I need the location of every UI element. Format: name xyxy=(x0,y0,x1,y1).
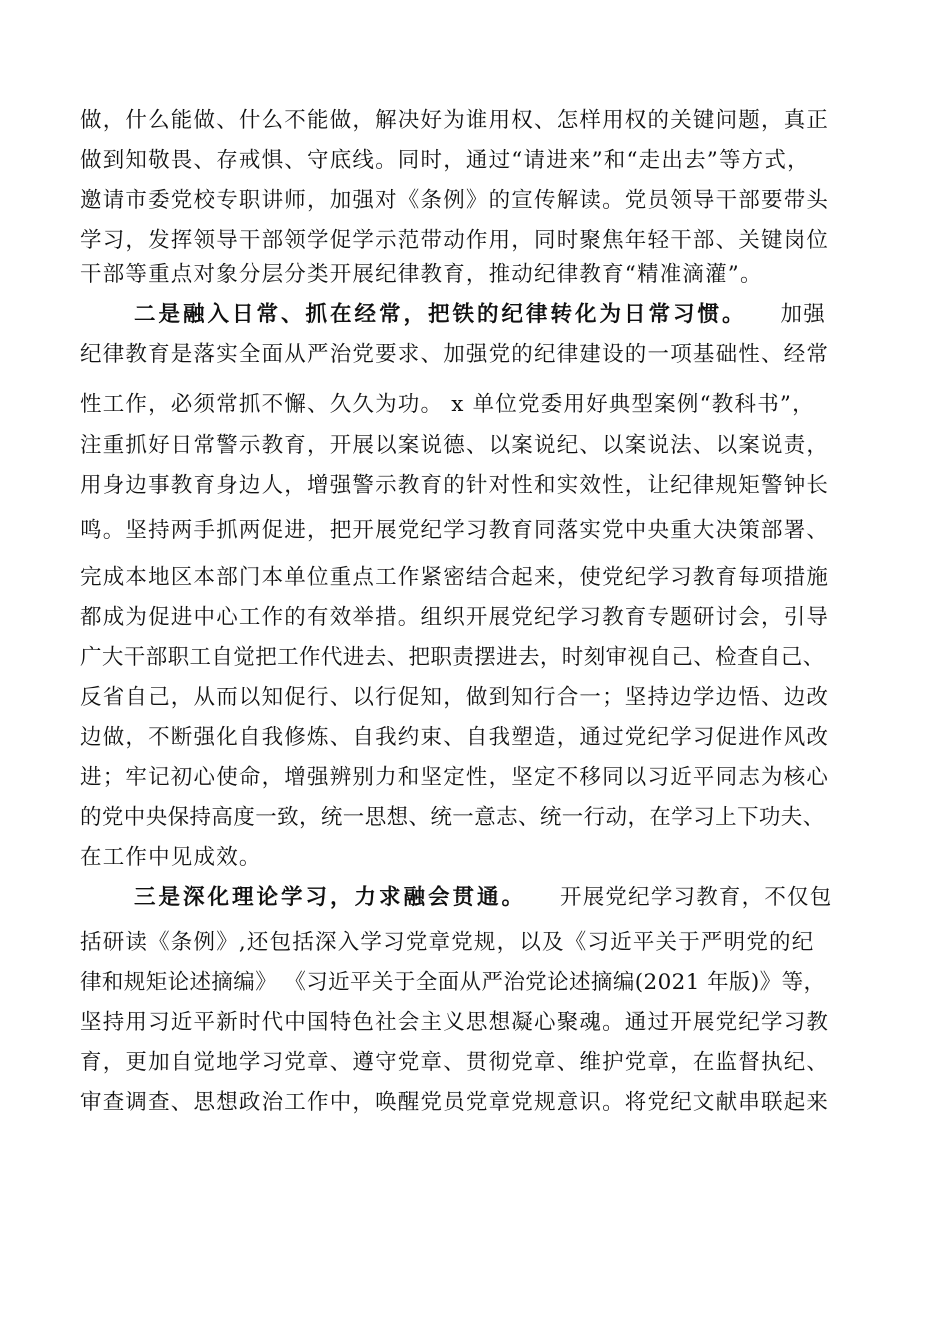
text-line: 坚持用习近平新时代中国特色社会主义思想凝心聚魂。通过开展党纪学习教 xyxy=(80,1010,830,1035)
section-heading: 三是深化理论学习，力求融会贯通。 xyxy=(134,885,527,910)
section-heading: 二是融入日常、抓在经常，把铁的纪律转化为日常习惯。 xyxy=(134,302,747,327)
paragraph-first-line xyxy=(134,884,894,912)
text-line: 广大干部职工自觉把工作代进去、把职责摆进去，时刻审视自己、检查自己、 xyxy=(80,645,825,670)
text-line: 做，什么能做、什么不能做，解决好为谁用权、怎样用权的关键问题，真正 xyxy=(80,108,830,133)
text-line: 纪律教育是落实全面从严治党要求、加强党的纪律建设的一项基础性、经常 xyxy=(80,342,830,367)
text-line: 鸣。坚持两手抓两促进，把开展党纪学习教育同落实党中央重大决策部署、 xyxy=(80,518,830,543)
text-line: 反省自己，从而以知促行、以行促知，做到知行合一；坚持边学边悟、边改 xyxy=(80,685,830,710)
text-line: 都成为促进中心工作的有效举措。组织开展党纪学习教育专题研讨会，引导 xyxy=(80,605,830,630)
text-line: 审查调查、思想政治工作中，唤醒党员党章党规意识。将党纪文献串联起来 xyxy=(80,1090,830,1115)
text-line: 边做，不断强化自我修炼、自我约束、自我塑造，通过党纪学习促进作风改 xyxy=(80,725,830,750)
text-line: 在工作中见成效。 xyxy=(80,845,262,870)
text-line: 邀请市委党校专职讲师，加强对《条例》的宣传解读。党员领导干部要带头 xyxy=(80,188,830,213)
text-line: 做到知敬畏、存戒惧、守底线。同时，通过“请进来”和“走出去”等方式， xyxy=(80,148,810,173)
text-line: 进；牢记初心使命，增强辨别力和坚定性，坚定不移同以习近平同志为核心 xyxy=(80,765,830,790)
text-line: 括研读《条例》,还包括深入学习党章党规，以及《习近平关于严明党的纪 xyxy=(80,930,815,955)
text-line: 干部等重点对象分层分类开展纪律教育，推动纪律教育“精准滴灌”。 xyxy=(80,262,763,287)
text-line: 用身边事教育身边人，增强警示教育的针对性和实效性，让纪律规矩警钟长 xyxy=(80,473,830,498)
text-line: 育，更加自觉地学习党章、遵守党章、贯彻党章、维护党章，在监督执纪、 xyxy=(80,1050,830,1075)
text-line: 学习，发挥领导干部领学促学示范带动作用，同时聚焦年轻干部、关键岗位 xyxy=(80,228,830,253)
text-line: 的党中央保持高度一致，统一思想、统一意志、统一行动，在学习上下功夫、 xyxy=(80,805,825,830)
text-line: 性工作，必须常抓不懈、久久为功。 x 单位党委用好典型案例“教科书”， xyxy=(80,392,815,417)
paragraph-first-line xyxy=(134,301,894,329)
text-segment: 开展党纪学习教育，不仅包 xyxy=(560,885,833,910)
text-segment: 加强 xyxy=(780,302,826,327)
text-line: 律和规矩论述摘编》 《习近平关于全面从严治党论述摘编(2021 年版)》等， xyxy=(80,970,826,995)
text-line: 完成本地区本部门本单位重点工作紧密结合起来，使党纪学习教育每项措施 xyxy=(80,565,830,590)
text-line: 注重抓好日常警示教育，开展以案说德、以案说纪、以案说法、以案说责， xyxy=(80,433,830,458)
